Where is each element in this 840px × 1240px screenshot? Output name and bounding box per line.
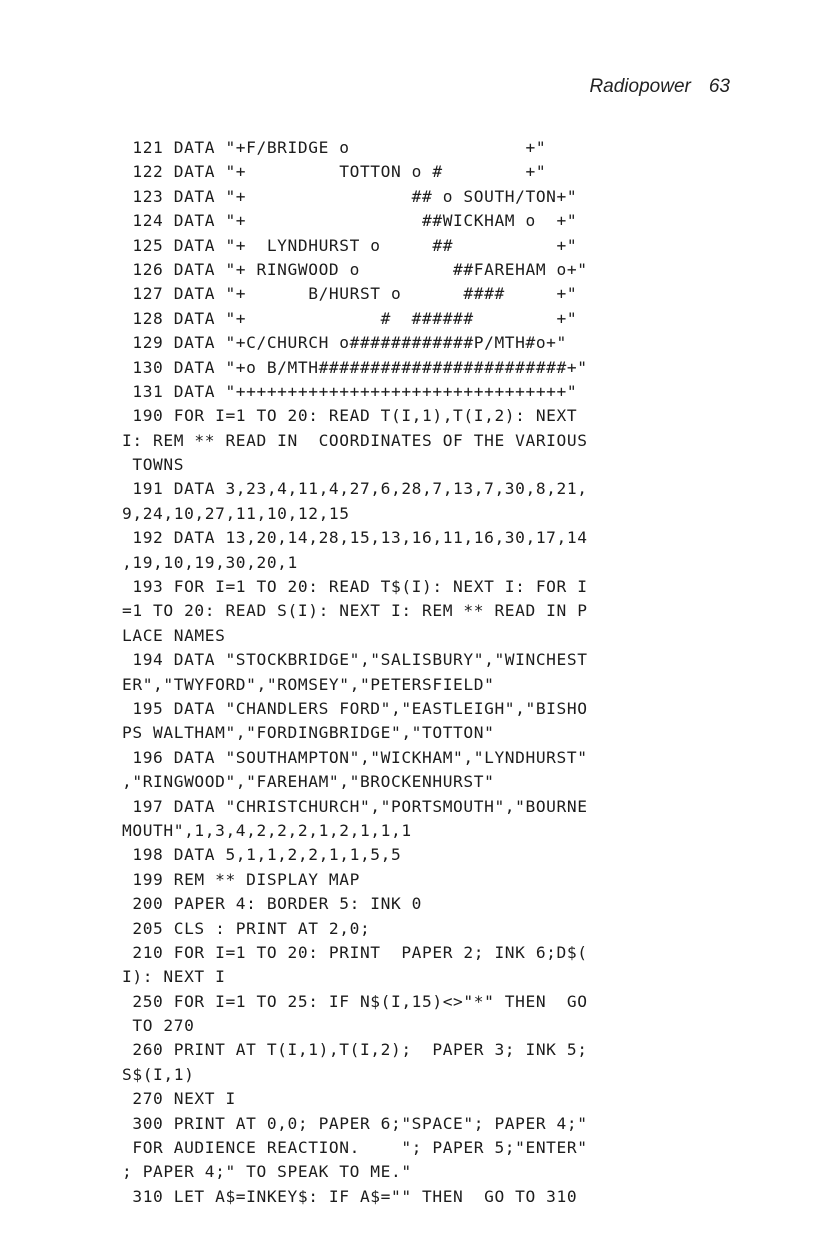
code-line: 9,24,10,27,11,10,12,15 bbox=[122, 503, 350, 523]
code-line: 300 PRINT AT 0,0; PAPER 6;"SPACE"; PAPER 4;" bbox=[122, 1113, 588, 1133]
code-line: 310 LET A$=INKEY$: IF A$="" THEN GO TO 310 bbox=[122, 1186, 578, 1206]
code-line: TO 270 bbox=[122, 1016, 195, 1036]
code-line: 193 FOR I=1 TO 20: READ T$(I): NEXT I: FOR I bbox=[122, 577, 588, 597]
code-line: ,"RINGWOOD","FAREHAM","BROCKENHURST" bbox=[122, 772, 495, 792]
code-line: 126 DATA "+ RINGWOOD o ##FAREHAM o+" bbox=[122, 259, 588, 279]
code-line: I): NEXT I bbox=[122, 967, 226, 987]
code-line: 260 PRINT AT T(I,1),T(I,2); PAPER 3; INK 5; bbox=[122, 1040, 588, 1060]
code-line: 194 DATA "STOCKBRIDGE","SALISBURY","WINCHEST bbox=[122, 650, 588, 670]
code-line: 128 DATA "+ # ###### +" bbox=[122, 308, 578, 328]
code-line: LACE NAMES bbox=[122, 625, 226, 645]
basic-program-listing bbox=[122, 136, 762, 1209]
running-title: Radiopower bbox=[589, 76, 691, 97]
code-line: 122 DATA "+ TOTTON o # +" bbox=[122, 162, 547, 182]
code-line: 197 DATA "CHRISTCHURCH","PORTSMOUTH","BOURNE bbox=[122, 796, 588, 816]
code-line: 190 FOR I=1 TO 20: READ T(I,1),T(I,2): NEXT bbox=[122, 406, 578, 426]
code-line: ,19,10,19,30,20,1 bbox=[122, 552, 298, 572]
code-line: 131 DATA "++++++++++++++++++++++++++++++++" bbox=[122, 381, 578, 401]
code-line: 270 NEXT I bbox=[122, 1089, 236, 1109]
code-line: PS WALTHAM","FORDINGBRIDGE","TOTTON" bbox=[122, 723, 495, 743]
code-line: ER","TWYFORD","ROMSEY","PETERSFIELD" bbox=[122, 674, 495, 694]
code-line: S$(I,1) bbox=[122, 1064, 195, 1084]
page-number: 63 bbox=[708, 76, 730, 97]
code-line: I: REM ** READ IN COORDINATES OF THE VARIOUS bbox=[122, 430, 588, 450]
code-line: 127 DATA "+ B/HURST o #### +" bbox=[122, 284, 578, 304]
code-line: FOR AUDIENCE REACTION. "; PAPER 5;"ENTER" bbox=[122, 1138, 588, 1158]
code-line: 130 DATA "+o B/MTH########################+" bbox=[122, 357, 588, 377]
code-line: 199 REM ** DISPLAY MAP bbox=[122, 869, 360, 889]
code-line: 121 DATA "+F/BRIDGE o +" bbox=[122, 138, 547, 157]
code-line: 205 CLS : PRINT AT 2,0; bbox=[122, 918, 371, 938]
code-line: ; PAPER 4;" TO SPEAK TO ME." bbox=[122, 1162, 412, 1182]
code-line: 210 FOR I=1 TO 20: PRINT PAPER 2; INK 6;D$( bbox=[122, 942, 588, 962]
code-line: 124 DATA "+ ##WICKHAM o +" bbox=[122, 211, 578, 231]
code-line: =1 TO 20: READ S(I): NEXT I: REM ** READ IN P bbox=[122, 601, 588, 621]
code-line: 192 DATA 13,20,14,28,15,13,16,11,16,30,17,14 bbox=[122, 528, 588, 548]
code-line: TOWNS bbox=[122, 455, 185, 475]
code-line: 129 DATA "+C/CHURCH o############P/MTH#o+" bbox=[122, 333, 567, 353]
code-line: 123 DATA "+ ## o SOUTH/TON+" bbox=[122, 186, 578, 206]
code-line: 198 DATA 5,1,1,2,2,1,1,5,5 bbox=[122, 845, 402, 865]
code-line: 195 DATA "CHANDLERS FORD","EASTLEIGH","BISHO bbox=[122, 698, 588, 718]
code-line: MOUTH",1,3,4,2,2,2,1,2,1,1,1 bbox=[122, 820, 412, 840]
code-line: 200 PAPER 4: BORDER 5: INK 0 bbox=[122, 894, 423, 914]
code-line: 191 DATA 3,23,4,11,4,27,6,28,7,13,7,30,8,21, bbox=[122, 479, 588, 499]
code-line: 196 DATA "SOUTHAMPTON","WICKHAM","LYNDHURST" bbox=[122, 747, 588, 767]
page-header bbox=[589, 76, 730, 98]
code-line: 250 FOR I=1 TO 25: IF N$(I,15)<>"*" THEN GO bbox=[122, 991, 588, 1011]
code-line: 125 DATA "+ LYNDHURST o ## +" bbox=[122, 235, 578, 255]
